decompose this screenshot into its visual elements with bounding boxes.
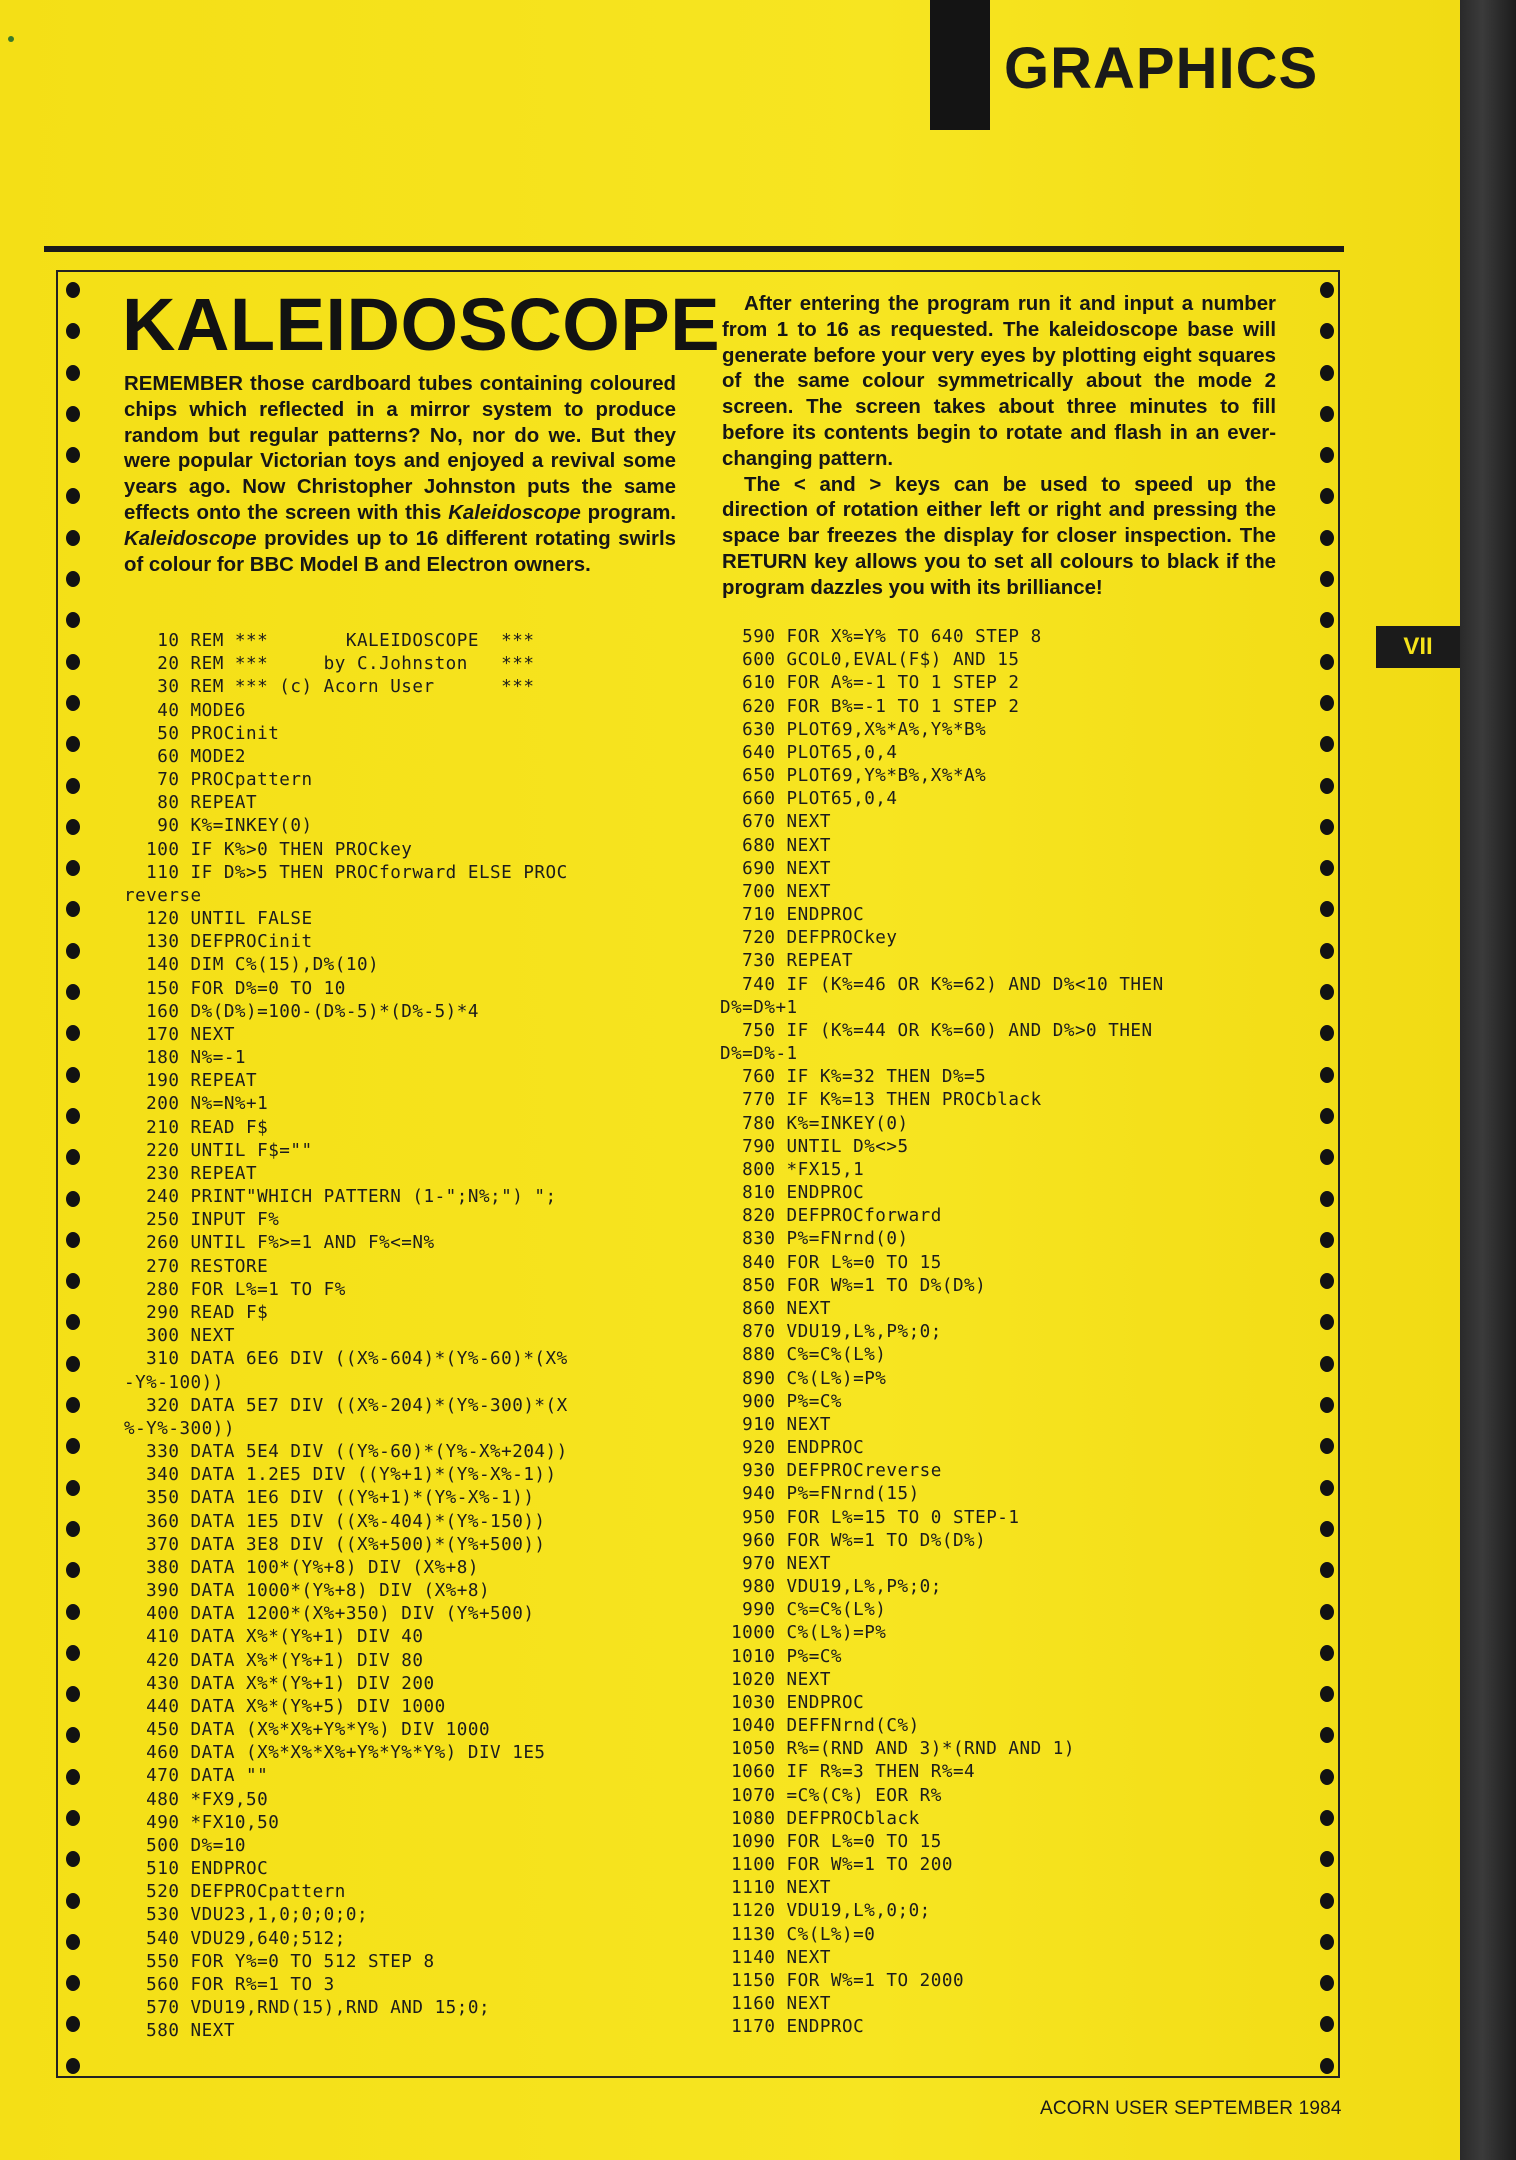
feed-hole — [66, 323, 80, 339]
listing-line: 820 DEFPROCforward — [720, 1206, 942, 1227]
listing-line: 920 ENDPROC — [720, 1438, 865, 1459]
listing-line: 840 FOR L%=0 TO 15 — [720, 1252, 942, 1273]
feed-hole — [1320, 612, 1334, 628]
tractor-feed-holes-left — [66, 282, 80, 2099]
feed-hole — [66, 819, 80, 835]
feed-hole — [66, 1025, 80, 1041]
section-title: GRAPHICS — [1004, 36, 1319, 101]
listing-line: 390 DATA 1000*(Y%+8) DIV (X%+8) — [124, 1581, 491, 1602]
intro-text-1: those cardboard tubes containing coloured chips which reflected in a mirror system to produce random but regular patterns? No, nor do we. But they were popular Victorian toys and enjoyed a revival some years ago. Now Christopher Johnston puts the same effects onto the screen with this — [124, 373, 676, 524]
listing-line: 50 PROCinit — [124, 723, 280, 744]
feed-hole — [1320, 901, 1334, 917]
listing-line: 470 DATA "" — [124, 1766, 269, 1787]
feed-hole — [66, 365, 80, 381]
feed-hole — [66, 447, 80, 463]
intro-text-3: provides up to 16 different rotating swirls of colour for BBC Model B and Electron owners. — [124, 527, 676, 576]
section-header-bar — [930, 0, 990, 130]
article-title: KALEIDOSCOPE — [122, 283, 721, 366]
feed-hole — [1320, 282, 1334, 298]
feed-hole — [66, 1438, 80, 1454]
feed-hole — [66, 1810, 80, 1826]
listing-line: 320 DATA 5E7 DIV ((X%-204)*(Y%-300)*(X — [124, 1395, 568, 1416]
listing-line: 270 RESTORE — [124, 1256, 269, 1277]
feed-hole — [1320, 1232, 1334, 1248]
listing-line: 40 MODE6 — [124, 700, 247, 721]
feed-hole — [1320, 406, 1334, 422]
listing-line: 410 DATA X%*(Y%+1) DIV 40 — [124, 1627, 424, 1648]
listing-line: 700 NEXT — [720, 881, 831, 902]
listing-line: 1020 NEXT — [720, 1669, 831, 1690]
listing-line: 780 K%=INKEY(0) — [720, 1113, 909, 1134]
feed-hole — [66, 1975, 80, 1991]
feed-hole — [1320, 1686, 1334, 1702]
feed-hole — [1320, 778, 1334, 794]
listing-line: 880 C%=C%(L%) — [720, 1345, 887, 1366]
listing-line: 530 VDU23,1,0;0;0;0; — [124, 1905, 369, 1926]
feed-hole — [1320, 1769, 1334, 1785]
listing-line: 570 VDU19,RND(15),RND AND 15;0; — [124, 1998, 491, 2019]
listing-line: 870 VDU19,L%,P%;0; — [720, 1322, 942, 1343]
page-spine — [1460, 0, 1516, 2160]
listing-line: 680 NEXT — [720, 835, 831, 856]
listing-line: 750 IF (K%=44 OR K%=60) AND D%>0 THEN — [720, 1020, 1153, 1041]
listing-line: 560 FOR R%=1 TO 3 — [124, 1974, 335, 1995]
feed-hole — [66, 1480, 80, 1496]
feed-hole — [66, 695, 80, 711]
listing-line: 490 *FX10,50 — [124, 1812, 280, 1833]
listing-line: 260 UNTIL F%>=1 AND F%<=N% — [124, 1233, 435, 1254]
listing-line: 120 UNTIL FALSE — [124, 909, 313, 930]
listing-line: 340 DATA 1.2E5 DIV ((Y%+1)*(Y%-X%-1)) — [124, 1465, 557, 1486]
page-footer: ACORN USER SEPTEMBER 1984 — [1040, 2098, 1342, 2119]
listing-line: 620 FOR B%=-1 TO 1 STEP 2 — [720, 696, 1020, 717]
listing-line: 380 DATA 100*(Y%+8) DIV (X%+8) — [124, 1557, 479, 1578]
feed-hole — [66, 901, 80, 917]
instructions-paragraph-1: After entering the program run it and input a number from 1 to 16 as requested. The kaleidoscope base will generate before your very eyes by plotting eight squares of the same colour symmetrically about the mode 2 screen. The screen takes about three minutes to fill before its contents begin to rotate and flash in an ever-changing pattern. — [722, 293, 1276, 470]
feed-hole — [1320, 1727, 1334, 1743]
listing-line: 450 DATA (X%*X%+Y%*Y%) DIV 1000 — [124, 1720, 491, 1741]
feed-hole — [1320, 1562, 1334, 1578]
listing-line: 670 NEXT — [720, 812, 831, 833]
feed-hole — [1320, 1191, 1334, 1207]
listing-line: 430 DATA X%*(Y%+1) DIV 200 — [124, 1673, 435, 1694]
feed-hole — [66, 530, 80, 546]
listing-line: 540 VDU29,640;512; — [124, 1928, 346, 1949]
feed-hole — [66, 654, 80, 670]
intro-lead: REMEMBER — [124, 373, 243, 395]
feed-hole — [1320, 1273, 1334, 1289]
listing-line: 360 DATA 1E5 DIV ((X%-404)*(Y%-150)) — [124, 1511, 546, 1532]
listing-line: 930 DEFPROCreverse — [720, 1461, 942, 1482]
tractor-feed-holes-right — [1320, 282, 1334, 2099]
feed-hole — [66, 736, 80, 752]
listing-line: 1130 C%(L%)=0 — [720, 1924, 876, 1945]
feed-hole — [66, 1769, 80, 1785]
feed-hole — [1320, 1356, 1334, 1372]
feed-hole — [66, 1645, 80, 1661]
listing-line: 310 DATA 6E6 DIV ((X%-604)*(Y%-60)*(X% — [124, 1349, 568, 1370]
listing-line: 460 DATA (X%*X%*X%+Y%*Y%*Y%) DIV 1E5 — [124, 1743, 546, 1764]
listing-line: 240 PRINT"WHICH PATTERN (1-";N%;") "; — [124, 1187, 557, 1208]
listing-line: 200 N%=N%+1 — [124, 1094, 269, 1115]
listing-line: 1050 R%=(RND AND 3)*(RND AND 1) — [720, 1739, 1075, 1760]
listing-line: 290 READ F$ — [124, 1302, 269, 1323]
listing-line: 130 DEFPROCinit — [124, 932, 313, 953]
listing-line: 190 REPEAT — [124, 1071, 258, 1092]
feed-hole — [1320, 819, 1334, 835]
feed-hole — [66, 2016, 80, 2032]
listing-line: 1040 DEFFNrnd(C%) — [720, 1716, 920, 1737]
listing-line: 280 FOR L%=1 TO F% — [124, 1279, 346, 1300]
listing-line: 1140 NEXT — [720, 1947, 831, 1968]
listing-line: 370 DATA 3E8 DIV ((X%+500)*(Y%+500)) — [124, 1534, 546, 1555]
page-tab — [1376, 626, 1460, 668]
listing-line: 400 DATA 1200*(X%+350) DIV (Y%+500) — [124, 1604, 535, 1625]
feed-hole — [1320, 1810, 1334, 1826]
feed-hole — [1320, 1604, 1334, 1620]
listing-line: 600 GCOL0,EVAL(F$) AND 15 — [720, 650, 1020, 671]
program-listing-left — [124, 630, 694, 2043]
listing-line: D%=D%-1 — [720, 1044, 798, 1065]
listing-line: 160 D%(D%)=100-(D%-5)*(D%-5)*4 — [124, 1001, 479, 1022]
listing-line: 980 VDU19,L%,P%;0; — [720, 1577, 942, 1598]
listing-line: D%=D%+1 — [720, 997, 798, 1018]
listing-line: -Y%-100)) — [124, 1372, 224, 1393]
feed-hole — [1320, 1851, 1334, 1867]
feed-hole — [66, 1067, 80, 1083]
feed-hole — [66, 1356, 80, 1372]
feed-hole — [66, 984, 80, 1000]
listing-line: 70 PROCpattern — [124, 770, 313, 791]
intro-program-name-1: Kaleidoscope — [448, 501, 581, 524]
feed-hole — [66, 1604, 80, 1620]
print-mark — [8, 36, 14, 42]
feed-hole — [66, 1562, 80, 1578]
feed-hole — [1320, 1934, 1334, 1950]
listing-line: 150 FOR D%=0 TO 10 — [124, 978, 346, 999]
listing-line: 480 *FX9,50 — [124, 1789, 269, 1810]
feed-hole — [1320, 654, 1334, 670]
feed-hole — [1320, 530, 1334, 546]
listing-line: 350 DATA 1E6 DIV ((Y%+1)*(Y%-X%-1)) — [124, 1488, 535, 1509]
listing-line: 80 REPEAT — [124, 793, 258, 814]
listing-line: 90 K%=INKEY(0) — [124, 816, 313, 837]
listing-line: 1090 FOR L%=0 TO 15 — [720, 1831, 942, 1852]
listing-line: 850 FOR W%=1 TO D%(D%) — [720, 1275, 987, 1296]
listing-line: 800 *FX15,1 — [720, 1159, 865, 1180]
feed-hole — [66, 571, 80, 587]
listing-line: 950 FOR L%=15 TO 0 STEP-1 — [720, 1507, 1020, 1528]
listing-line: 660 PLOT65,0,4 — [720, 789, 898, 810]
listing-line: 1110 NEXT — [720, 1878, 831, 1899]
listing-line: 420 DATA X%*(Y%+1) DIV 80 — [124, 1650, 424, 1671]
feed-hole — [66, 860, 80, 876]
listing-line: 300 NEXT — [124, 1326, 235, 1347]
feed-hole — [1320, 571, 1334, 587]
feed-hole — [1320, 488, 1334, 504]
listing-line: 1160 NEXT — [720, 1994, 831, 2015]
listing-line: 230 REPEAT — [124, 1163, 258, 1184]
listing-line: 100 IF K%>0 THEN PROCkey — [124, 839, 413, 860]
top-rule — [44, 246, 1344, 252]
feed-hole — [66, 1108, 80, 1124]
listing-line: 110 IF D%>5 THEN PROCforward ELSE PROC — [124, 862, 568, 883]
listing-line: 140 DIM C%(15),D%(10) — [124, 955, 380, 976]
listing-line: 730 REPEAT — [720, 951, 854, 972]
listing-line: 330 DATA 5E4 DIV ((Y%-60)*(Y%-X%+204)) — [124, 1442, 568, 1463]
listing-line: 1170 ENDPROC — [720, 2017, 865, 2038]
feed-hole — [66, 1397, 80, 1413]
listing-line: 720 DEFPROCkey — [720, 928, 898, 949]
listing-line: 650 PLOT69,Y%*B%,X%*A% — [720, 766, 987, 787]
listing-line: 740 IF (K%=46 OR K%=62) AND D%<10 THEN — [720, 974, 1164, 995]
feed-hole — [1320, 1645, 1334, 1661]
listing-line: 220 UNTIL F$="" — [124, 1140, 313, 1161]
listing-line: 550 FOR Y%=0 TO 512 STEP 8 — [124, 1951, 435, 1972]
feed-hole — [1320, 447, 1334, 463]
listing-line: 1120 VDU19,L%,0;0; — [720, 1901, 931, 1922]
listing-line: 890 C%(L%)=P% — [720, 1368, 887, 1389]
listing-line: 640 PLOT65,0,4 — [720, 742, 898, 763]
listing-line: 960 FOR W%=1 TO D%(D%) — [720, 1530, 987, 1551]
listing-line: 990 C%=C%(L%) — [720, 1600, 887, 1621]
feed-hole — [66, 1934, 80, 1950]
listing-line: 790 UNTIL D%<>5 — [720, 1136, 909, 1157]
listing-line: 1070 =C%(C%) EOR R% — [720, 1785, 942, 1806]
listing-line: 250 INPUT F% — [124, 1210, 280, 1231]
listing-line: 580 NEXT — [124, 2021, 235, 2042]
listing-line: 940 P%=FNrnd(15) — [720, 1484, 920, 1505]
feed-hole — [1320, 943, 1334, 959]
feed-hole — [1320, 2058, 1334, 2074]
listing-line: 500 D%=10 — [124, 1835, 247, 1856]
page-tab-label: VII — [1403, 633, 1433, 660]
feed-hole — [1320, 1025, 1334, 1041]
listing-line: 510 ENDPROC — [124, 1859, 269, 1880]
feed-hole — [1320, 1438, 1334, 1454]
listing-line: 170 NEXT — [124, 1024, 235, 1045]
feed-hole — [1320, 695, 1334, 711]
listing-line: 1010 P%=C% — [720, 1646, 843, 1667]
listing-line: 30 REM *** (c) Acorn User *** — [124, 677, 535, 698]
feed-hole — [1320, 1893, 1334, 1909]
listing-line: 860 NEXT — [720, 1298, 831, 1319]
listing-line: 520 DEFPROCpattern — [124, 1882, 346, 1903]
listing-line: 1000 C%(L%)=P% — [720, 1623, 887, 1644]
feed-hole — [1320, 323, 1334, 339]
feed-hole — [1320, 1314, 1334, 1330]
article-intro — [124, 372, 676, 578]
feed-hole — [66, 1232, 80, 1248]
intro-text-2: program. — [580, 501, 676, 524]
feed-hole — [66, 406, 80, 422]
instructions-paragraph-2: The < and > keys can be used to speed up the direction of rotation either left or right and pressing the space bar freezes the display for closer inspection. The RETURN key allows you to set all colours to black if the program dazzles you with its brilliance! — [722, 473, 1276, 599]
listing-line: reverse — [124, 885, 202, 906]
feed-hole — [1320, 1480, 1334, 1496]
listing-line: %-Y%-300)) — [124, 1418, 235, 1439]
feed-hole — [1320, 1521, 1334, 1537]
feed-hole — [1320, 1397, 1334, 1413]
article-instructions — [722, 292, 1276, 602]
listing-line: 60 MODE2 — [124, 746, 247, 767]
listing-line: 710 ENDPROC — [720, 905, 865, 926]
feed-hole — [1320, 984, 1334, 1000]
feed-hole — [66, 778, 80, 794]
intro-program-name-2: Kaleidoscope — [124, 527, 257, 550]
feed-hole — [66, 282, 80, 298]
feed-hole — [66, 1149, 80, 1165]
feed-hole — [1320, 2016, 1334, 2032]
listing-line: 1150 FOR W%=1 TO 2000 — [720, 1970, 965, 1991]
listing-line: 1100 FOR W%=1 TO 200 — [720, 1855, 953, 1876]
program-listing-right — [720, 626, 1300, 2039]
feed-hole — [66, 612, 80, 628]
listing-line: 830 P%=FNrnd(0) — [720, 1229, 909, 1250]
feed-hole — [66, 1851, 80, 1867]
listing-line: 210 READ F$ — [124, 1117, 269, 1138]
listing-line: 910 NEXT — [720, 1414, 831, 1435]
feed-hole — [1320, 860, 1334, 876]
feed-hole — [1320, 1149, 1334, 1165]
listing-line: 1080 DEFPROCblack — [720, 1808, 920, 1829]
listing-line: 1060 IF R%=3 THEN R%=4 — [720, 1762, 976, 1783]
listing-line: 180 N%=-1 — [124, 1048, 247, 1069]
feed-hole — [66, 1314, 80, 1330]
feed-hole — [1320, 1108, 1334, 1124]
feed-hole — [1320, 736, 1334, 752]
listing-line: 690 NEXT — [720, 858, 831, 879]
feed-hole — [66, 1521, 80, 1537]
listing-line: 770 IF K%=13 THEN PROCblack — [720, 1090, 1042, 1111]
feed-hole — [66, 1686, 80, 1702]
listing-line: 630 PLOT69,X%*A%,Y%*B% — [720, 719, 987, 740]
feed-hole — [66, 1727, 80, 1743]
feed-hole — [66, 943, 80, 959]
listing-line: 20 REM *** by C.Johnston *** — [124, 654, 535, 675]
feed-hole — [1320, 1975, 1334, 1991]
listing-line: 760 IF K%=32 THEN D%=5 — [720, 1067, 987, 1088]
listing-line: 440 DATA X%*(Y%+5) DIV 1000 — [124, 1696, 446, 1717]
listing-line: 900 P%=C% — [720, 1391, 843, 1412]
listing-line: 1030 ENDPROC — [720, 1692, 865, 1713]
feed-hole — [1320, 365, 1334, 381]
feed-hole — [66, 1191, 80, 1207]
feed-hole — [1320, 1067, 1334, 1083]
feed-hole — [66, 1273, 80, 1289]
listing-line: 610 FOR A%=-1 TO 1 STEP 2 — [720, 673, 1020, 694]
listing-line: 590 FOR X%=Y% TO 640 STEP 8 — [720, 627, 1042, 647]
listing-line: 10 REM *** KALEIDOSCOPE *** — [124, 631, 535, 651]
listing-line: 810 ENDPROC — [720, 1183, 865, 1204]
feed-hole — [66, 1893, 80, 1909]
feed-hole — [66, 488, 80, 504]
feed-hole — [66, 2058, 80, 2074]
listing-line: 970 NEXT — [720, 1553, 831, 1574]
